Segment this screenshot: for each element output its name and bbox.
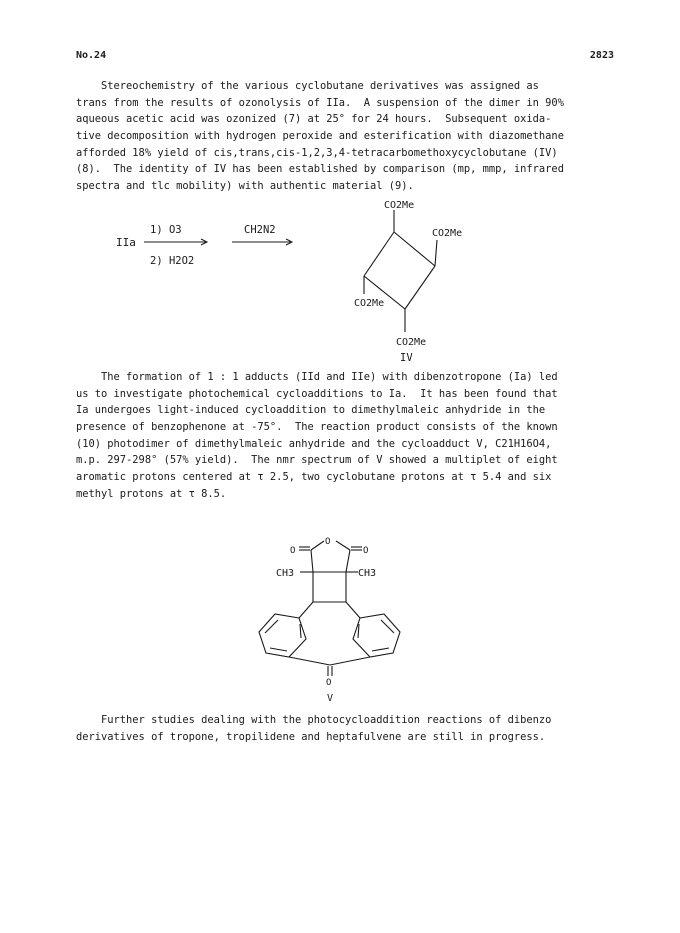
reagent-peroxide: 2) H2O2: [150, 255, 195, 267]
substituent-bottom: CO2Me: [396, 337, 427, 348]
substituent-left: CO2Me: [354, 298, 385, 309]
compound-label-v: V: [327, 693, 334, 704]
page-number: 2823: [589, 50, 614, 61]
ketone-oxygen: O: [326, 678, 332, 688]
substituent-right: CO2Me: [432, 228, 463, 239]
paragraph-stereochemistry: [76, 78, 616, 195]
reaction-scheme-iv: [0, 196, 680, 366]
text-line: Ia undergoes light-induced cycloaddition to dimethylmaleic anhydride in the: [76, 404, 546, 417]
paragraph-cycloaddition: [76, 369, 616, 503]
text-line: methyl protons at τ 8.5.: [76, 487, 227, 500]
text-line: aromatic protons centered at τ 2.5, two cyclobutane protons at τ 5.4 and six: [76, 471, 552, 484]
carbonyl-oxygen-left: O: [290, 546, 296, 556]
text-line: (8). The identity of IV has been established by comparison (mp, mmp, infrared: [76, 163, 564, 176]
methyl-left: CH3: [276, 568, 295, 579]
text-line: Further studies dealing with the photocycloaddition reactions of dibenzo: [76, 714, 552, 726]
text-line: presence of benzophenone at -75°. The reaction product consists of the known: [76, 421, 558, 434]
text-line: aqueous acetic acid was ozonized (7) at 25° for 24 hours. Subsequent oxida-: [76, 113, 552, 126]
carbonyl-oxygen-right: O: [363, 546, 369, 556]
text-line: m.p. 297-298° (57% yield). The nmr spectrum of V showed a multiplet of eight: [76, 454, 558, 467]
text-line: us to investigate photochemical cycloadditions to Ia. It has been found that: [76, 387, 558, 400]
text-line: trans from the results of ozonolysis of IIa. A suspension of the dimer in 90%: [76, 96, 564, 109]
text-line: The formation of 1 : 1 adducts (IId and IIe) with dibenzotropone (Ia) led: [76, 371, 558, 383]
paragraph-further-studies: [76, 712, 616, 745]
text-line: spectra and tlc mobility) with authentic material (9).: [76, 180, 414, 193]
text-line: tive decomposition with hydrogen peroxide and esterification with diazomethane: [76, 130, 564, 143]
text-line: Stereochemistry of the various cyclobutane derivatives was assigned as: [76, 80, 539, 92]
structure-v-bonds: [259, 541, 400, 676]
compound-label-iv: IV: [400, 352, 413, 364]
journal-issue-number: No.24: [76, 50, 107, 61]
ring-oxygen: O: [325, 537, 331, 547]
text-line: derivatives of tropone, tropilidene and heptafulvene are still in progress.: [76, 730, 546, 743]
methyl-right: CH3: [358, 568, 377, 579]
structure-v-diagram: [0, 520, 680, 690]
reagent-diazomethane: CH2N2: [244, 224, 276, 236]
reagent-ozone: 1) O3: [150, 224, 182, 236]
text-line: (10) photodimer of dimethylmaleic anhydride and the cycloadduct V, C21H16O4,: [76, 437, 552, 450]
cyclobutane-ring: [364, 210, 437, 332]
substituent-top: CO2Me: [384, 200, 415, 211]
text-line: afforded 18% yield of cis,trans,cis-1,2,3,4-tetracarbomethoxycyclobutane (IV): [76, 146, 558, 159]
start-compound-label: IIa: [116, 236, 136, 249]
